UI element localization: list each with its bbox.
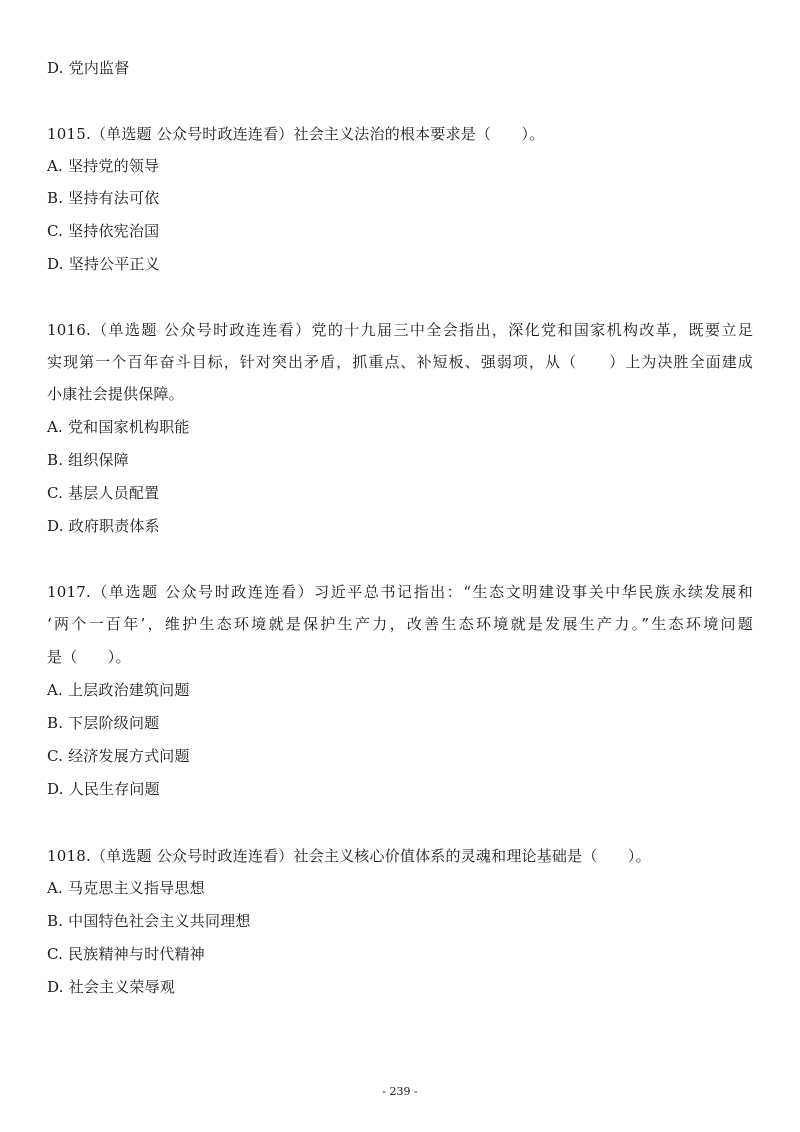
question-1016-option-a: A. 党和国家机构职能: [47, 418, 190, 436]
option-d-prev: D. 党内监督: [47, 59, 130, 77]
question-1018-text: 1018.（单选题 公众号时政连连看）社会主义核心价值体系的灵魂和理论基础是（ ）。: [47, 847, 651, 865]
question-1017-text-line2: ‘两个一百年’，维护生态环境就是保护生产力，改善生态环境就是发展生产力。”生态环境问题: [47, 615, 753, 633]
question-1015-option-a: A. 坚持党的领导: [47, 157, 160, 175]
question-1016-option-c: C. 基层人员配置: [47, 484, 160, 502]
question-1015-text: 1015.（单选题 公众号时政连连看）社会主义法治的根本要求是（ ）。: [47, 125, 545, 143]
question-1015-option-d: D. 坚持公平正义: [47, 255, 160, 273]
question-1018-option-b: B. 中国特色社会主义共同理想: [47, 912, 251, 930]
question-1017-text-line1: 1017.（单选题 公众号时政连连看）习近平总书记指出：“生态文明建设事关中华民族永续发展和: [47, 583, 753, 601]
question-1016-option-b: B. 组织保障: [47, 451, 129, 469]
question-1018-option-d: D. 社会主义荣辱观: [47, 978, 176, 996]
question-1018-option-a: A. 马克思主义指导思想: [47, 879, 205, 897]
page-number: - 239 -: [382, 1085, 418, 1098]
question-1017-option-b: B. 下层阶级问题: [47, 714, 160, 732]
question-1017-text-line3: 是（ ）。: [47, 648, 131, 666]
question-1018-option-c: C. 民族精神与时代精神: [47, 945, 205, 963]
question-1016-text-line3: 小康社会提供保障。: [47, 385, 184, 403]
question-1015-option-c: C. 坚持依宪治国: [47, 222, 160, 240]
question-1017-option-d: D. 人民生存问题: [47, 780, 160, 798]
question-1015-option-b: B. 坚持有法可依: [47, 189, 160, 207]
question-1017-option-a: A. 上层政治建筑问题: [47, 681, 190, 699]
question-1016-text-line1: 1016.（单选题 公众号时政连连看）党的十九届三中全会指出，深化党和国家机构改革，既要立足: [47, 321, 753, 339]
question-1016-text-line2: 实现第一个百年奋斗目标，针对突出矛盾，抓重点、补短板、强弱项，从（ ）上为决胜全面建成: [47, 353, 753, 371]
question-1017-option-c: C. 经济发展方式问题: [47, 747, 190, 765]
question-1016-option-d: D. 政府职责体系: [47, 517, 160, 535]
